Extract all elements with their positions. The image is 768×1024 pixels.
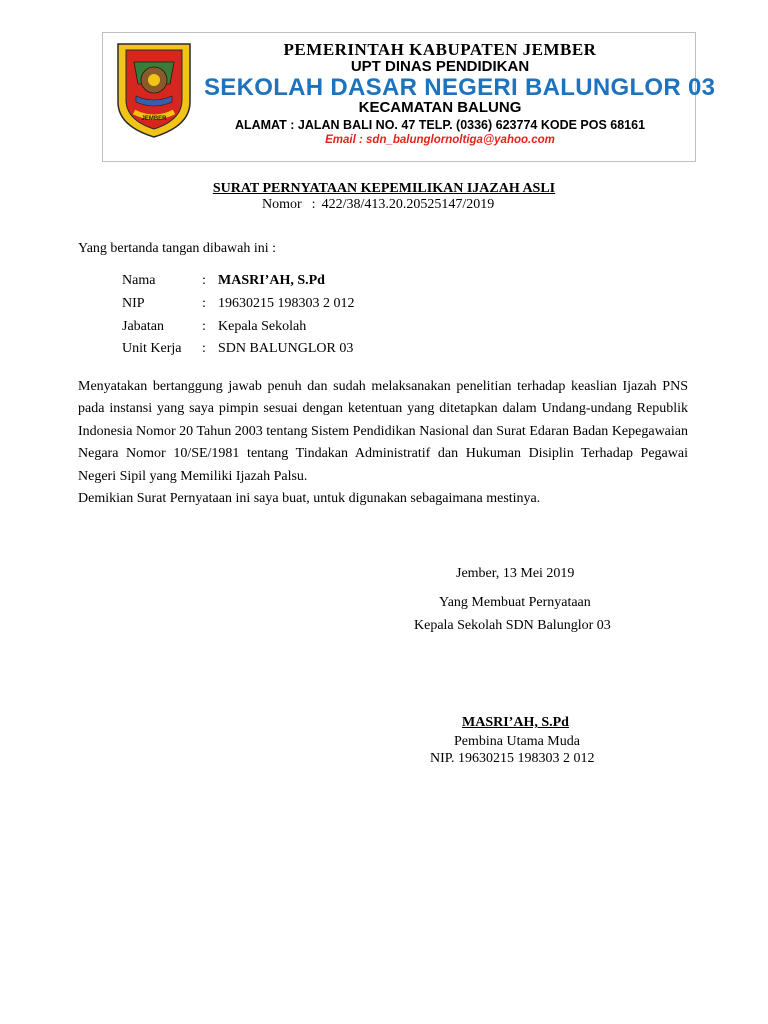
nomor-value: 422/38/413.20.20525147/2019 (321, 197, 495, 212)
signature-role-line2: Kepala Sekolah SDN Balunglor 03 (414, 618, 611, 633)
intro-text: Yang bertanda tangan dibawah ini : (78, 241, 277, 256)
identity-table (122, 270, 355, 361)
identity-value: Kepala Sekolah (218, 318, 307, 334)
identity-row-position (122, 315, 355, 338)
identity-label: Jabatan (122, 318, 164, 334)
signatory-nip: NIP. 19630215 198303 2 012 (430, 751, 595, 766)
nomor-colon: : (311, 197, 316, 212)
identity-colon: : (202, 341, 206, 357)
identity-row-unit (122, 338, 355, 361)
document-number (262, 197, 494, 213)
identity-colon: : (202, 273, 206, 289)
identity-label: Nama (122, 273, 156, 289)
signatory-name: MASRI’AH, S.Pd (462, 715, 569, 730)
letterhead-email: Email : sdn_balunglornoltiga@yahoo.com (325, 134, 555, 146)
letterhead-district: KECAMATAN BALUNG (358, 99, 522, 116)
letterhead-department: UPT DINAS PENDIDIKAN (350, 58, 530, 75)
statement-body (78, 376, 688, 510)
closing-sentence: Demikian Surat Pernyataan ini saya buat, untuk digunakan sebagaimana mestinya. (78, 491, 541, 507)
identity-colon: : (202, 318, 206, 334)
letterhead-address: ALAMAT : JALAN BALI NO. 47 TELP. (0336) 623774 KODE POS 68161 (234, 118, 646, 132)
identity-value: SDN BALUNGLOR 03 (218, 341, 354, 357)
identity-row-nip (122, 293, 355, 316)
identity-label: NIP (122, 296, 145, 312)
nomor-label: Nomor (262, 197, 302, 212)
identity-value: 19630215 198303 2 012 (218, 296, 355, 312)
signature-role-line1: Yang Membuat Pernyataan (439, 595, 591, 610)
statement-paragraph: Menyatakan bertanggung jawab penuh dan sudah melaksanakan penelitian terhadap keaslian Ijazah PNS pada instansi yang saya pimpin sesuai dengan ketentuan yang ditetapkan dalam Undang-undang Republik Indonesia Nomor 20 Tahun 2003 tentang Sistem Pendidikan Nasional dan Surat Edaran Badan Kepegawaian Negara Nomor 10/SE/1981 tentang Tindakan Administratif dan Hukuman Disiplin Terhadap Pegawai Negeri Sipil yang Memiliki Ijazah Palsu. (78, 379, 688, 484)
signature-place-date: Jember, 13 Mei 2019 (456, 566, 575, 581)
identity-row-name (122, 270, 355, 293)
identity-colon: : (202, 296, 206, 312)
identity-label: Unit Kerja (122, 341, 182, 357)
letterhead-government: PEMERINTAH KABUPATEN JEMBER (283, 40, 597, 59)
jember-regency-crest-icon (114, 40, 194, 140)
document-title: SURAT PERNYATAAN KEPEMILIKAN IJAZAH ASLI (212, 181, 556, 196)
letterhead-school-name: SEKOLAH DASAR NEGERI BALUNGLOR 03 (204, 74, 716, 101)
signatory-rank: Pembina Utama Muda (454, 734, 580, 749)
logo-text: JEMBER (141, 116, 167, 122)
identity-value: MASRI’AH, S.Pd (218, 273, 325, 289)
